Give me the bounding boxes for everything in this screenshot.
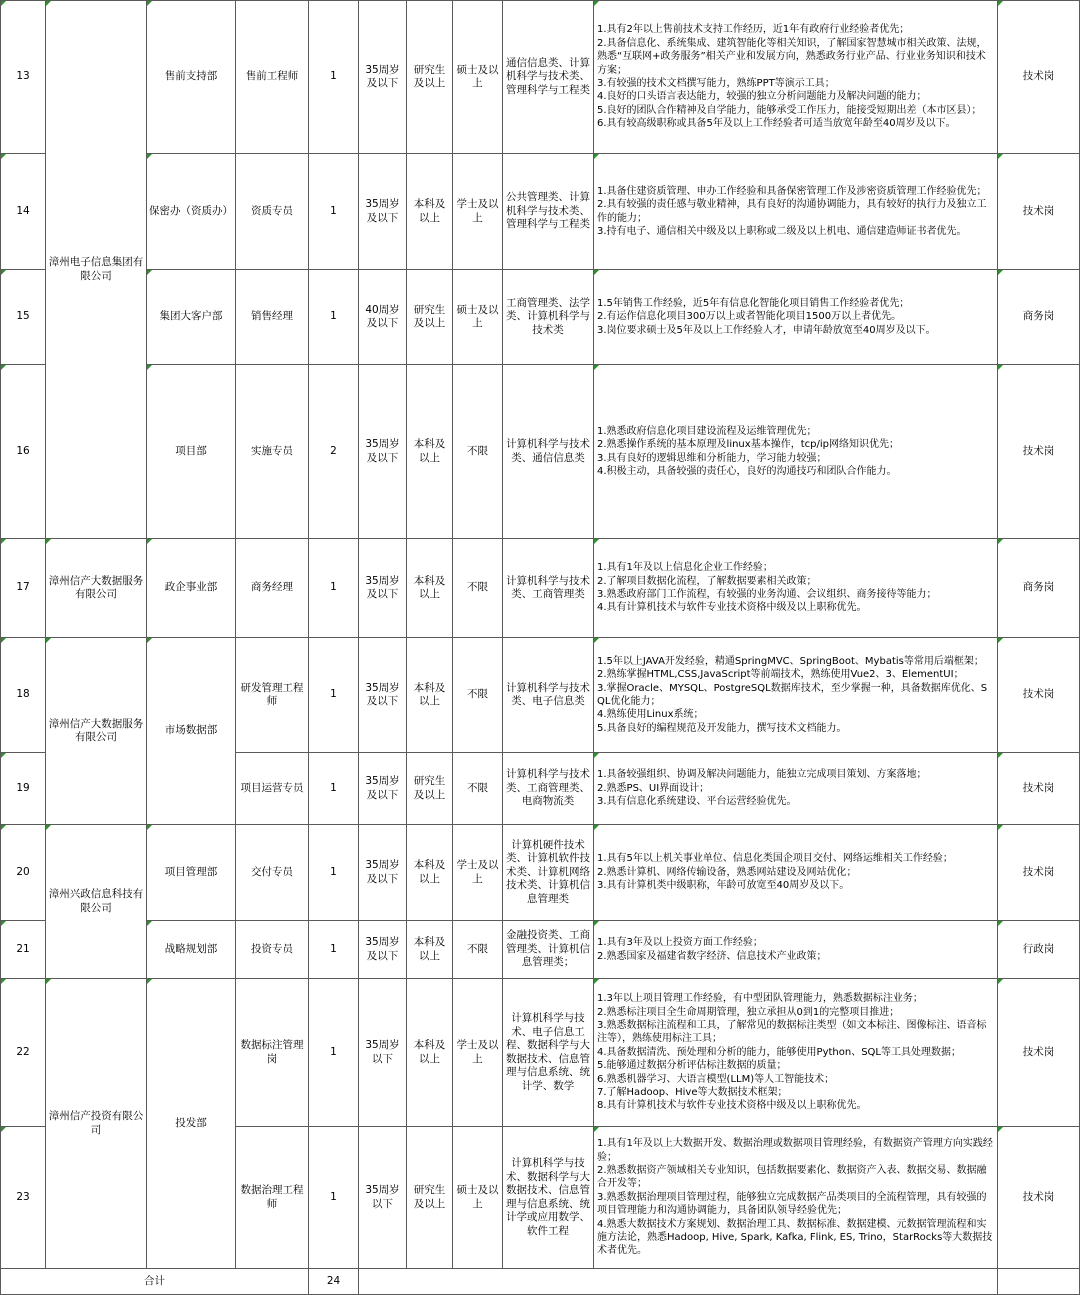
position-cell: 数据治理工程师: [236, 1127, 309, 1269]
position-cell: 售前工程师: [236, 1, 309, 154]
requirement-line: 2.熟悉国家及福建省数字经济、信息技术产业政策；: [597, 950, 827, 962]
post-type-cell: 行政岗: [998, 921, 1080, 979]
department-cell: 售前支持部: [147, 1, 236, 154]
degree-cell: 不限: [453, 638, 503, 753]
age-cell: 40周岁及以下: [359, 270, 407, 365]
requirement-line: 3.熟悉政府部门工作流程，有较强的业务沟通、会议组织、商务接待等能力；: [597, 589, 937, 600]
major-cell: 金融投资类、工商管理类、计算机信息管理类；: [503, 921, 594, 979]
major-cell: 计算机硬件技术类、计算机软件技术类、计算机网络技术类、计算机信息管理类: [503, 825, 594, 921]
requirements-cell: [594, 1, 998, 154]
position-cell: 资质专员: [236, 154, 309, 270]
requirement-line: 1.具有3年及以上投资方面工作经验；: [597, 937, 763, 949]
education-cell: 本科及以上: [407, 638, 453, 753]
row-number: 16: [1, 365, 46, 539]
requirement-line: 5.能够通过数据分析评估标注数据的质量；: [597, 1060, 787, 1072]
requirement-line: 1.具备住建资质管理、申办工作经验和具备保密管理工作及涉密资质管理工作经验优先；: [597, 185, 987, 197]
education-cell: 研究生及以上: [407, 270, 453, 365]
age-cell: 35周岁及以下: [359, 365, 407, 539]
requirements-cell: [594, 638, 998, 753]
headcount-cell: 1: [309, 638, 359, 753]
headcount-cell: 1: [309, 979, 359, 1127]
requirement-line: 1.3年以上项目管理工作经验，有中型团队管理能力，熟悉数据标注业务；: [597, 993, 923, 1005]
row-number: 22: [1, 979, 46, 1127]
requirements-cell: [594, 753, 998, 825]
requirement-line: 6.熟悉机器学习、大语言模型(LLM)等人工智能技术；: [597, 1073, 835, 1085]
major-cell: 计算机科学与技术类、通信信息类: [503, 365, 594, 539]
requirement-line: 3.掌握Oracle、MYSQL、PostgreSQL数据库技术，至少掌握一种，具备数据库优化、SQL优化能力；: [597, 682, 988, 707]
requirement-line: 6.具有较高级职称或具备5年及以上工作经验者可适当放宽年龄至40周岁及以下。: [597, 118, 956, 130]
age-cell: 35周岁及以下: [359, 539, 407, 638]
requirements-cell: [594, 921, 998, 979]
headcount-cell: 1: [309, 1127, 359, 1269]
requirement-line: 4.熟练使用Linux系统；: [597, 709, 704, 721]
major-cell: 计算机科学与技术、电子信息工程、数据科学与大数据技术、信息管理与信息系统、统计学、数学: [503, 979, 594, 1127]
requirements-cell: [594, 825, 998, 921]
degree-cell: 不限: [453, 921, 503, 979]
degree-cell: 硕士及以上: [453, 1, 503, 154]
empty-cell: [998, 1269, 1080, 1295]
requirements-cell: [594, 154, 998, 270]
position-cell: 交付专员: [236, 825, 309, 921]
age-cell: 35周岁及以下: [359, 825, 407, 921]
row-number: 15: [1, 270, 46, 365]
department-cell: 政企事业部: [147, 539, 236, 638]
headcount-cell: 1: [309, 753, 359, 825]
major-cell: 计算机科学与技术、数据科学与大数据技术、信息管理与信息系统、统计学或应用数学、软件工程: [503, 1127, 594, 1269]
total-count: 24: [309, 1269, 359, 1295]
requirement-line: 1.熟悉政府信息化项目建设流程及运维管理优先；: [597, 425, 817, 437]
education-cell: 研究生及以上: [407, 1127, 453, 1269]
degree-cell: 硕士及以上: [453, 1127, 503, 1269]
total-label: 合计: [1, 1269, 309, 1295]
degree-cell: 学士及以上: [453, 979, 503, 1127]
requirement-line: 3.岗位要求硕士及5年及以上工作经验人才，申请年龄放宽至40周岁及以下。: [597, 324, 936, 336]
headcount-cell: 1: [309, 270, 359, 365]
department-cell: 投发部: [147, 979, 236, 1269]
requirement-line: 4.具备数据清洗、预处理和分析的能力，能够使用Python、SQL等工具处理数据；: [597, 1046, 961, 1058]
requirements-cell: [594, 270, 998, 365]
row-number: 19: [1, 753, 46, 825]
major-cell: 计算机科学与技术类、工商管理类: [503, 539, 594, 638]
requirement-line: 7.了解Hadoop、Hive等大数据技术框架；: [597, 1087, 788, 1099]
company-cell: 漳州信产投资有限公司: [46, 979, 147, 1269]
degree-cell: 不限: [453, 539, 503, 638]
requirement-line: 2.熟悉标注项目全生命周期管理，独立承担从0到1的完整项目推进；: [597, 1006, 900, 1018]
empty-cell: [359, 1269, 998, 1295]
requirement-line: 3.熟悉数据标注流程和工具，了解常见的数据标注类型（如文本标注、图像标注、语音标注等），熟练使用标注工具；: [597, 1019, 987, 1045]
post-type-cell: 技术岗: [998, 154, 1080, 270]
headcount-cell: 1: [309, 1, 359, 154]
headcount-cell: 2: [309, 365, 359, 539]
requirement-line: 2.具有较强的责任感与敬业精神，具有良好的沟通协调能力，具有较好的执行力及独立工作的能力；: [597, 199, 987, 224]
age-cell: 35周岁以下: [359, 979, 407, 1127]
requirement-line: 1.具有2年以上售前技术支持工作经历，近1年有政府行业经验者优先；: [597, 24, 910, 36]
headcount-cell: 1: [309, 825, 359, 921]
company-cell: 漳州电子信息集团有限公司: [46, 1, 147, 539]
row-number: 20: [1, 825, 46, 921]
post-type-cell: 商务岗: [998, 270, 1080, 365]
table-row: [1, 638, 1080, 753]
degree-cell: 学士及以上: [453, 825, 503, 921]
degree-cell: 硕士及以上: [453, 270, 503, 365]
education-cell: 研究生及以上: [407, 753, 453, 825]
requirement-line: 5.良好的团队合作精神及自学能力，能够承受工作压力，能接受短期出差（本市区县）；: [597, 104, 982, 116]
headcount-cell: 1: [309, 539, 359, 638]
row-number: 23: [1, 1127, 46, 1269]
requirement-line: 2.具备信息化、系统集成、建筑智能化等相关知识，了解国家智慧城市相关政策、法规，熟悉“互联网+政务服务”相关产业和发展方向，熟悉政务行业产品、行业业务知识和技术方案；: [597, 37, 987, 76]
age-cell: 35周岁及以下: [359, 753, 407, 825]
requirement-line: 2.熟练掌握HTML,CSS,JavaScript等前端技术，熟练使用Vue2、3、ElementUI；: [597, 669, 964, 681]
position-cell: 项目运营专员: [236, 753, 309, 825]
company-cell: 漳州信产大数据服务有限公司: [46, 638, 147, 825]
age-cell: 35周岁以下: [359, 1127, 407, 1269]
requirement-line: 5.具备良好的编程规范及开发能力，撰写技术文档能力。: [597, 722, 847, 734]
requirement-line: 8.具有计算机技术与软件专业技术资格中级及以上职称优先。: [597, 1100, 867, 1112]
requirement-line: 4.熟悉大数据技术方案规划、数据治理工具、数据标准、数据建模、元数据管理流程和实施方法论，熟悉Hadoop, Hive, Spark, Kafka, Flink, ES, Trino，StarRocks等大数据技术者优先。: [597, 1218, 993, 1257]
post-type-cell: 技术岗: [998, 979, 1080, 1127]
age-cell: 35周岁及以下: [359, 154, 407, 270]
requirements-cell: [594, 539, 998, 638]
table-row: [1, 270, 1080, 365]
post-type-cell: 技术岗: [998, 825, 1080, 921]
age-cell: 35周岁及以下: [359, 1, 407, 154]
position-cell: 数据标注管理岗: [236, 979, 309, 1127]
position-cell: 实施专员: [236, 365, 309, 539]
requirement-line: 4.具有计算机技术与软件专业技术资格中级及以上职称优先。: [597, 602, 867, 614]
education-cell: 本科及以上: [407, 979, 453, 1127]
table-row: [1, 825, 1080, 921]
education-cell: 本科及以上: [407, 539, 453, 638]
department-cell: 战略规划部: [147, 921, 236, 979]
position-cell: 投资专员: [236, 921, 309, 979]
row-number: 14: [1, 154, 46, 270]
table-row: [1, 365, 1080, 539]
position-cell: 销售经理: [236, 270, 309, 365]
headcount-cell: 1: [309, 154, 359, 270]
row-number: 17: [1, 539, 46, 638]
requirement-line: 1.具有1年及以上信息化企业工作经验；: [597, 562, 773, 574]
education-cell: 本科及以上: [407, 825, 453, 921]
requirement-line: 4.良好的口头语言表达能力，较强的独立分析问题能力及解决问题的能力；: [597, 91, 927, 103]
education-cell: 本科及以上: [407, 365, 453, 539]
table-row: [1, 1, 1080, 154]
requirement-line: 2.熟悉计算机、网络传输设备，熟悉网站建设及网站优化；: [597, 866, 857, 878]
requirement-line: 1.具有5年以上机关事业单位、信息化类国企项目交付、网络运维相关工作经验；: [597, 853, 953, 865]
requirement-line: 2.熟悉操作系统的基本原理及linux基本操作，tcp/ip网络知识优先；: [597, 439, 899, 451]
total-row: [1, 1269, 1080, 1295]
requirement-line: 2.熟悉PS、UI界面设计；: [597, 782, 710, 794]
requirement-line: 1.具有1年及以上大数据开发、数据治理或数据项目管理经验，有数据资产管理方向实践经验；: [597, 1138, 993, 1163]
company-cell: 漳州信产大数据服务有限公司: [46, 539, 147, 638]
requirement-line: 4.积极主动，具备较强的责任心，良好的沟通技巧和团队合作能力。: [597, 465, 897, 477]
requirement-line: 2.有运作信息化项目300万以上或者智能化项目1500万以上者优先。: [597, 311, 902, 323]
requirement-line: 1.5年以上JAVA开发经验，精通SpringMVC、SpringBoot、Mybatis等常用后端框架；: [597, 655, 984, 667]
department-cell: 项目管理部: [147, 825, 236, 921]
requirements-cell: [594, 979, 998, 1127]
department-cell: 保密办（资质办）: [147, 154, 236, 270]
requirement-line: 2.熟悉数据资产领域相关专业知识，包括数据要素化、数据资产入表、数据交易、数据融合开发等；: [597, 1164, 987, 1190]
table-row: [1, 921, 1080, 979]
major-cell: 计算机科学与技术类、工商管理类、电商物流类: [503, 753, 594, 825]
requirement-line: 3.具有计算机类中级职称，年龄可放宽至40周岁及以下。: [597, 880, 850, 892]
degree-cell: 不限: [453, 753, 503, 825]
requirement-line: 3.有较强的技术文档撰写能力，熟练PPT等演示工具；: [597, 78, 835, 89]
department-cell: 市场数据部: [147, 638, 236, 825]
row-number: 21: [1, 921, 46, 979]
department-cell: 项目部: [147, 365, 236, 539]
post-type-cell: 技术岗: [998, 1, 1080, 154]
degree-cell: 学士及以上: [453, 154, 503, 270]
age-cell: 35周岁及以下: [359, 638, 407, 753]
age-cell: 35周岁及以下: [359, 921, 407, 979]
post-type-cell: 技术岗: [998, 1127, 1080, 1269]
row-number: 13: [1, 1, 46, 154]
headcount-cell: 1: [309, 921, 359, 979]
table-row: [1, 979, 1080, 1127]
requirements-cell: [594, 365, 998, 539]
major-cell: 通信信息类、计算机科学与技术类、管理科学与工程类: [503, 1, 594, 154]
degree-cell: 不限: [453, 365, 503, 539]
requirements-cell: [594, 1127, 998, 1269]
education-cell: 研究生及以上: [407, 1, 453, 154]
post-type-cell: 技术岗: [998, 753, 1080, 825]
major-cell: 计算机科学与技术类、电子信息类: [503, 638, 594, 753]
post-type-cell: 商务岗: [998, 539, 1080, 638]
requirement-line: 3.具有信息化系统建设、平台运营经验优先。: [597, 796, 797, 808]
position-cell: 研发管理工程师: [236, 638, 309, 753]
table-row: [1, 539, 1080, 638]
major-cell: 公共管理类、计算机科学与技术类、管理科学与工程类: [503, 154, 594, 270]
requirement-line: 3.持有电子、通信相关中级及以上职称或二级及以上机电、通信建造师证书者优先。: [597, 225, 967, 237]
requirement-line: 1.具备较强组织、协调及解决问题能力，能独立完成项目策划、方案落地；: [597, 769, 927, 781]
education-cell: 本科及以上: [407, 921, 453, 979]
row-number: 18: [1, 638, 46, 753]
major-cell: 工商管理类、法学类、计算机科学与技术类: [503, 270, 594, 365]
requirement-line: 1.5年销售工作经验，近5年有信息化智能化项目销售工作经验者优先；: [597, 297, 910, 309]
position-cell: 商务经理: [236, 539, 309, 638]
requirement-line: 2.了解项目数据化流程，了解数据要素相关政策；: [597, 575, 817, 587]
education-cell: 本科及以上: [407, 154, 453, 270]
table-row: [1, 154, 1080, 270]
requirement-line: 3.熟悉数据治理项目管理过程，能够独立完成数据产品类项目的全流程管理，具有较强的项目管理能力和沟通协调能力，具备团队领导经验优先；: [597, 1191, 987, 1217]
company-cell: 漳州兴政信息科技有限公司: [46, 825, 147, 979]
requirement-line: 3.具有良好的逻辑思维和分析能力，学习能力较强；: [597, 452, 827, 464]
department-cell: 集团大客户部: [147, 270, 236, 365]
post-type-cell: 技术岗: [998, 365, 1080, 539]
post-type-cell: 技术岗: [998, 638, 1080, 753]
